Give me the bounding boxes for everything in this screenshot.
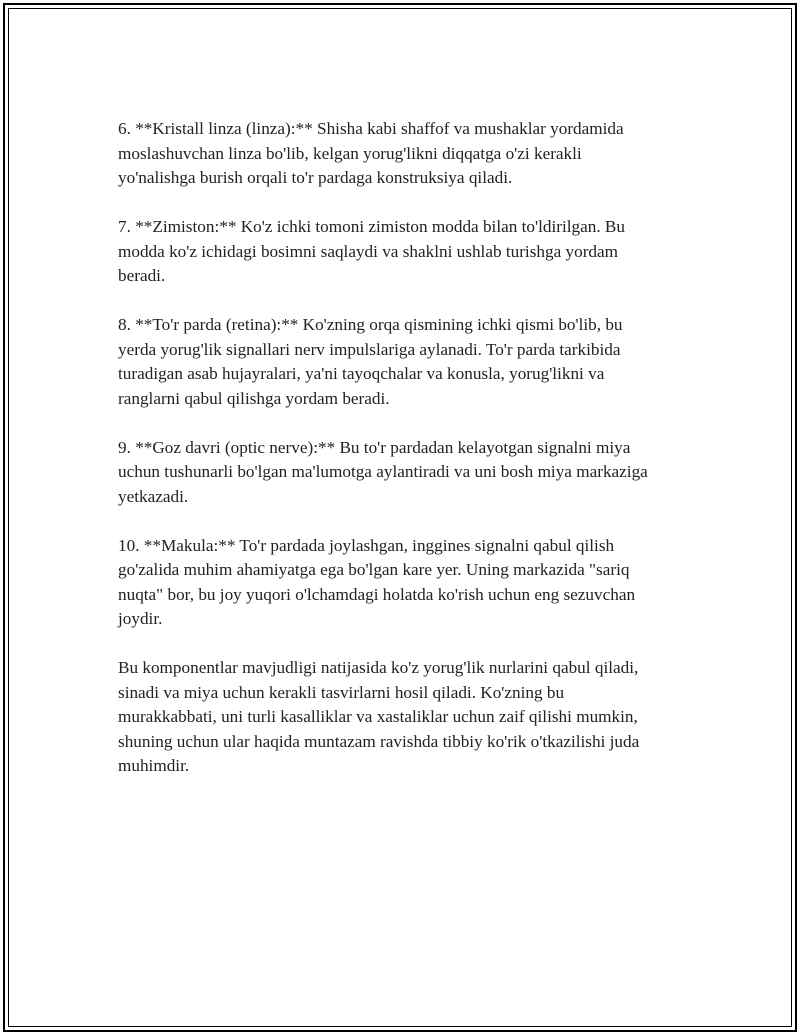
document-body — [118, 117, 688, 803]
paragraph-tor-parda: 8. **To'r parda (retina):** Ko'zning orqa qismining ichki qismi bo'lib, bu yerda yorug'lik signallari nerv impulslariga aylanadi. To'r parda tarkibida turadigan asab hujayralari, ya'ni tayoqchalar va konusla, yorug'likni va ranglarni qabul qilishga yordam beradi. — [118, 315, 623, 408]
paragraph-goz-davri: 9. **Goz davri (optic nerve):** Bu to'r pardadan kelayotgan signalni miya uchun tushunarli bo'lgan ma'lumotga aylantiradi va uni bosh miya markaziga yetkazadi. — [118, 437, 648, 506]
paragraph-makula: 10. **Makula:** To'r pardada joylashgan, inggines signalni qabul qilish go'zalida muhim ahamiyatga ega bo'lgan kare yer. Uning markazida "sariq nuqta" bor, bu joy yuqori o'lchamdagi holatda ko'rish uchun eng sezuvchan joydir. — [118, 535, 636, 628]
paragraph-zimiston: 7. **Zimiston:** Ko'z ichki tomoni zimiston modda bilan to'ldirilgan. Bu modda ko'z ichidagi bosimni saqlaydi va shaklni ushlab turishga yordam beradi. — [118, 217, 625, 285]
paragraph-conclusion: Bu komponentlar mavjudligi natijasida ko'z yorug'lik nurlarini qabul qiladi, sinadi va miya uchun kerakli tasvirlarni hosil qiladi. Ko'zning bu murakkabbati, uni turli kasalliklar va xastaliklar uchun zaif qilishi mumkin, shuning uchun ular haqida muntazam ravishda tibbiy ko'rik o'tkazilishi juda muhimdir. — [118, 658, 640, 775]
paragraph-kristall-linza: 6. **Kristall linza (linza):** Shisha kabi shaffof va mushaklar yordamida moslashuvchan linza bo'lib, kelgan yorug'likni diqqatga o'zi kerakli yo'nalishga burish orqali to'r pardaga konstruksiya qiladi. — [118, 119, 624, 187]
